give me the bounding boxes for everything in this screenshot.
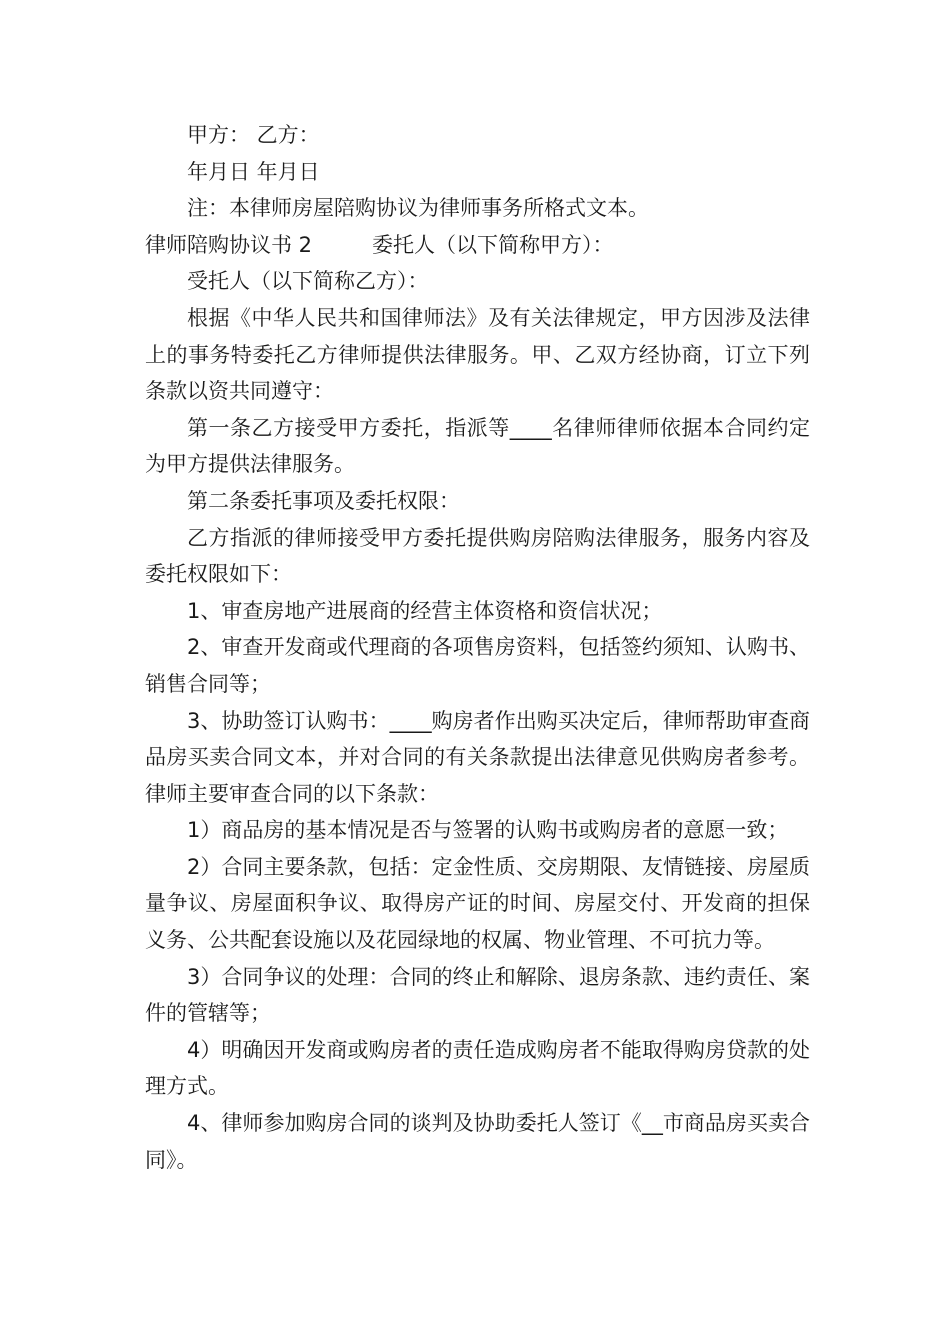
service-item-2: 2、审查开发商或代理商的各项售房资料，包括签约须知、认购书、销售合同等； [145, 635, 810, 696]
note-paragraph: 注：本律师房屋陪购协议为律师事务所格式文本。 [187, 196, 649, 221]
review-clause-3: 3）合同争议的处理：合同的终止和解除、退房条款、违约责任、案件的管辖等； [145, 964, 810, 1026]
review-clause-1: 1）商品房的基本情况是否与签署的认购书或购房者的意愿一致； [187, 818, 789, 843]
article-1-paragraph: 第一条乙方接受甲方委托，指派等____名律师律师依据本合同约定为甲方提供法律服务。 [145, 415, 810, 477]
agreement-title: 律师陪购协议书 2 [145, 232, 313, 257]
document-page [145, 117, 810, 1178]
service-item-1: 1、审查房地产进展商的经营主体资格和资信状况； [187, 598, 663, 623]
service-item-4: 4、律师参加购房合同的谈判及协助委托人签订《__市商品房买卖合同》。 [145, 1111, 810, 1172]
article-2-heading: 第二条委托事项及委托权限： [187, 488, 460, 513]
principal-label: 委托人（以下简称甲方）： [372, 232, 614, 257]
second-agreement-heading-line [145, 227, 810, 264]
trustee-label: 受托人（以下简称乙方）： [187, 269, 429, 294]
article-2-intro: 乙方指派的律师接受甲方委托提供购房陪购法律服务，服务内容及委托权限如下： [145, 525, 810, 587]
service-item-3: 3、协助签订认购书：____购房者作出购买决定后，律师帮助审查商品房买卖合同文本，并对合同的有关条款提出法律意见供购房者参考。律师主要审查合同的以下条款： [145, 708, 810, 806]
review-clause-2: 2）合同主要条款，包括：定金性质、交房期限、友情链接、房屋质量争议、房屋面积争议、取得房产证的时间、房屋交付、开发商的担保义务、公共配套设施以及花园绿地的权属、物业管理、不可抗力等。 [145, 854, 810, 953]
signature-dates-line: 年月日 年月日 [187, 159, 320, 184]
signature-parties-line: 甲方： 乙方： [187, 123, 320, 147]
review-clause-4: 4）明确因开发商或购房者的责任造成购房者不能取得购房贷款的处理方式。 [145, 1037, 810, 1099]
legal-basis-paragraph: 根据《中华人民共和国律师法》及有关法律规定，甲方因涉及法律上的事务特委托乙方律师提供法律服务。甲、乙双方经协商，订立下列条款以资共同遵守： [145, 305, 810, 404]
